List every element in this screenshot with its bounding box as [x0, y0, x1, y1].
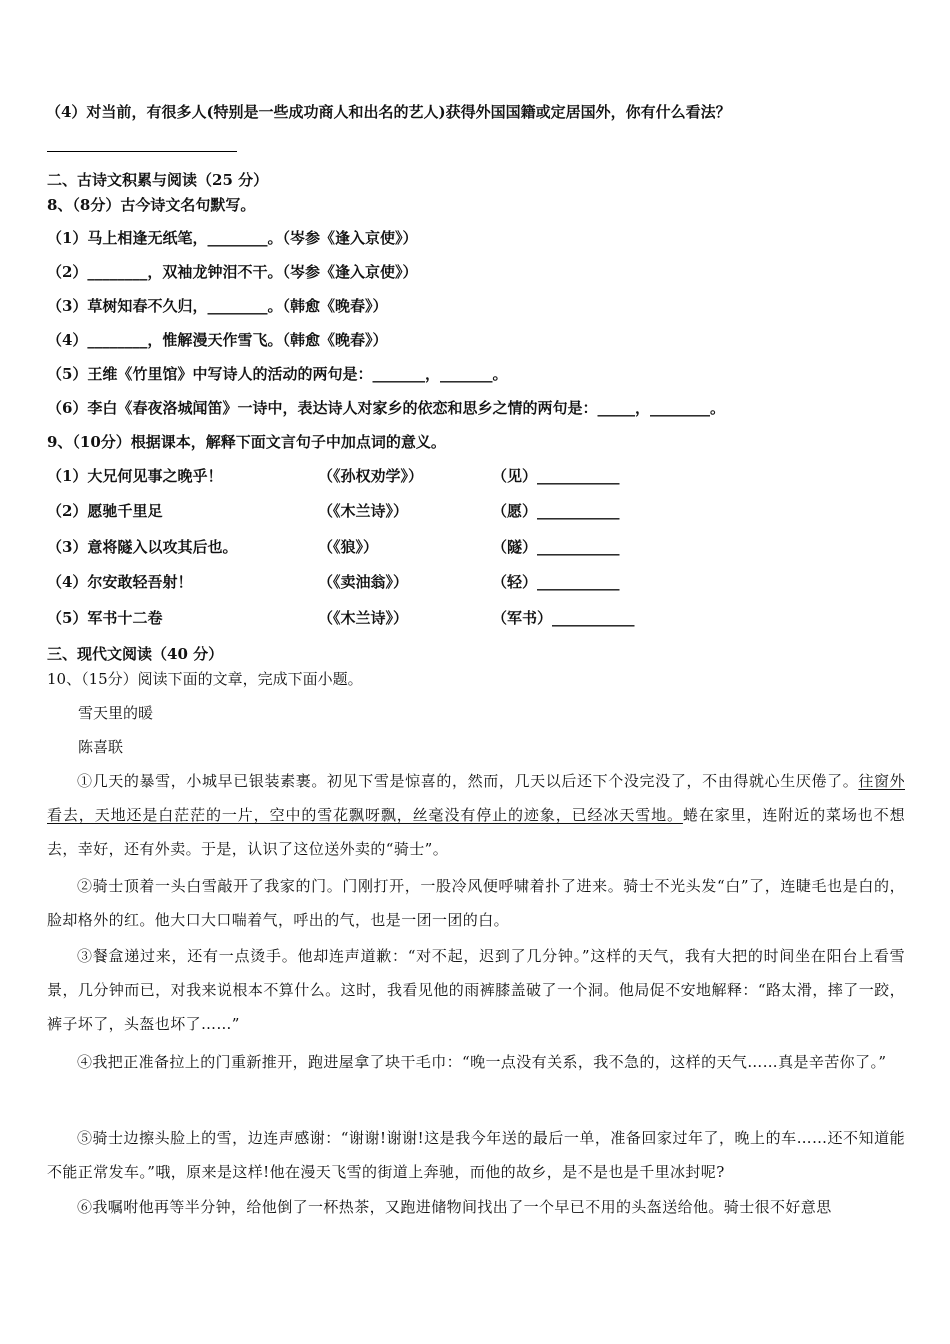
q9-sentence: （5）军书十二卷: [47, 609, 163, 627]
question-7-4: （4）对当前，有很多人(特别是一些成功商人和出名的艺人)获得外国国籍或定居国外，你有什么看法？: [46, 103, 731, 121]
q9-source: （《卖油翁》）: [318, 573, 409, 591]
q9-word: （见）___________: [492, 467, 620, 485]
q9-sentence: （1）大兄何见事之晚乎！: [47, 467, 223, 485]
q8-item-3: （3）草树知春不久归，________。（韩愈《晚春》）: [47, 297, 388, 315]
q8-item-2: （2）________，双袖龙钟泪不干。（岑参《逢入京使》）: [47, 263, 418, 281]
q8-item-1: （1）马上相逢无纸笔，________。（岑参《逢入京使》）: [47, 229, 418, 247]
q9-source: （《狼》）: [318, 538, 379, 556]
q9-source: （《孙权劝学》）: [318, 467, 424, 485]
paragraph-1-lead: ①几天的暴雪，小城早已银装素裹。初见下雪是惊喜的，然而，几天以后还下个没完没了，不由得就心生厌倦了。: [77, 772, 859, 790]
paragraph-4: ④我把正准备拉上的门重新推开，跑进屋拿了块干毛巾：“晚一点没有关系，我不急的，这样的天气……真是辛苦你了。”: [77, 1053, 887, 1071]
paragraph-2: ②骑士顶着一头白雪敲开了我家的门。门刚打开，一股冷风便呼啸着扑了进来。骑士不光头发“白”了，连睫毛也是白的，脸却格外的红。他大口大口喘着气，呼出的气，也是一团一团的白。: [47, 877, 905, 929]
section-3-title: 三、现代文阅读（40 分）: [47, 645, 224, 663]
q9-source: （《木兰诗》）: [318, 609, 409, 627]
article-title: 雪天里的暖: [78, 704, 154, 722]
question-10-stem: 10、（15分）阅读下面的文章，完成下面小题。: [47, 670, 363, 688]
paragraph-5: ⑤骑士边擦头脸上的雪，边连声感谢：“谢谢!谢谢!这是我今年送的最后一单，准备回家过年了，晚上的车……还不知道能不能正常发车。”哦，原来是这样!他在漫天飞雪的街道上奔驰，而他的故乡，是不是也是千里冰封呢?: [47, 1129, 905, 1181]
section-2-title: 二、古诗文积累与阅读（25 分）: [47, 171, 269, 189]
q8-item-4: （4）________，惟解漫天作雪飞。（韩愈《晚春》）: [47, 331, 388, 349]
paragraph-6: ⑥我嘱咐他再等半分钟，给他倒了一杯热茶，又跑进储物间找出了一个早已不用的头盔送给他。骑士很不好意思: [77, 1198, 832, 1216]
q9-sentence: （4）尔安敢轻吾射！: [47, 573, 193, 591]
q9-sentence: （2）愿驰千里足: [47, 502, 163, 520]
q9-word: （轻）___________: [492, 573, 620, 591]
q9-word: （隧）___________: [492, 538, 620, 556]
q9-word: （军书）___________: [492, 609, 635, 627]
q9-sentence: （3）意将隧入以攻其后也。: [47, 538, 238, 556]
q9-source: （《木兰诗》）: [318, 502, 409, 520]
underlined-sentence: 往窗外看去，天地还是白茫茫的一片，空中的雪花飘呀飘，丝毫没有停止的迹象，已经冰天雪地。: [47, 772, 905, 824]
q9-word: （愿）___________: [492, 502, 620, 520]
question-9-stem: 9、（10分）根据课本，解释下面文言句子中加点词的意义。: [47, 433, 446, 451]
question-8-stem: 8、（8分）古今诗文名句默写。: [47, 196, 256, 214]
paragraph-1-rest: 蜷在家里，连附近的菜场也不想去，幸好，还有外卖。于是，认识了这位送外卖的“骑士”。: [47, 806, 905, 858]
q8-item-6: （6）李白《春夜洛城闻笛》一诗中，表达诗人对家乡的依恋和思乡之情的两句是：_____，________。: [47, 399, 725, 417]
paragraph-1: [47, 764, 905, 866]
q8-item-5: （5）王维《竹里馆》中写诗人的活动的两句是：_______，_______。: [47, 365, 508, 383]
answer-line: [47, 151, 237, 152]
article-author: 陈喜联: [78, 738, 124, 756]
paragraph-3: ③餐盒递过来，还有一点烫手。他却连声道歉：“对不起，迟到了几分钟。”这样的天气，我有大把的时间坐在阳台上看雪景，几分钟而已，对我来说根本不算什么。这时，我看见他的雨裤膝盖破了一个洞。他局促不安地解释：“路太滑，摔了一跤，裤子坏了，头盔也坏了……”: [47, 947, 905, 1033]
